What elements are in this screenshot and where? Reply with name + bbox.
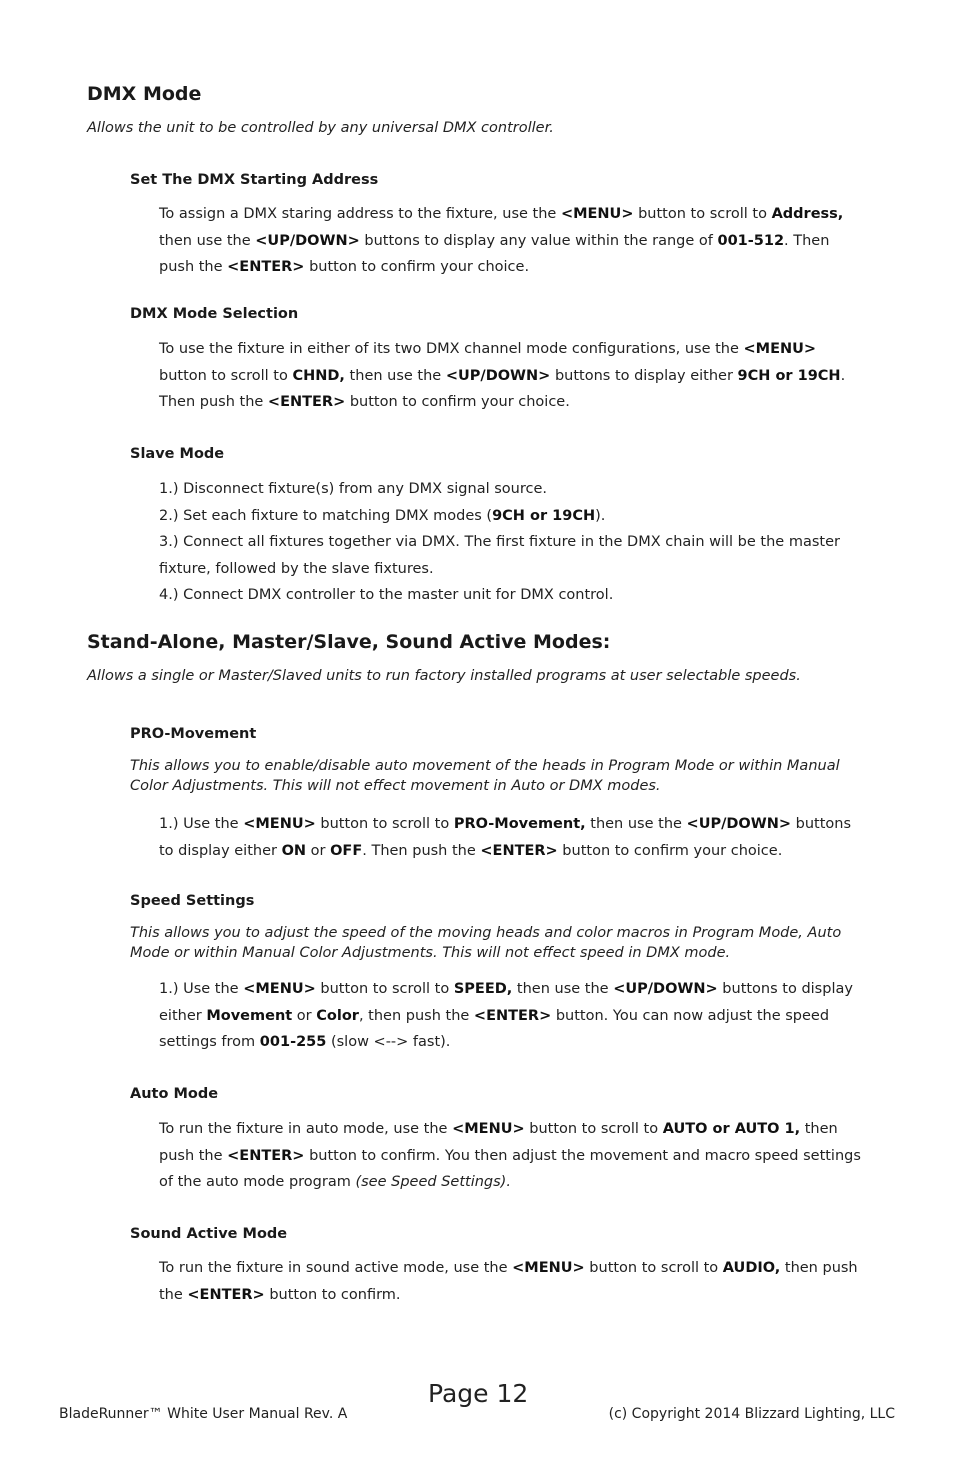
- standalone-description: Allows a single or Master/Slaved units to run factory installed programs at user selectable speeds.: [87, 668, 801, 684]
- mode-selection-text: [159, 336, 869, 416]
- slave-mode-heading: Slave Mode: [130, 446, 225, 462]
- speed-settings-steps: [159, 976, 869, 1056]
- text-line: 1.) Use the <MENU> button to scroll to PRO-Movement, then use the <UP/DOWN> buttons: [159, 816, 852, 832]
- speed-settings-description: [130, 923, 850, 963]
- pro-movement-steps: [159, 811, 869, 864]
- pro-movement-heading: PRO-Movement: [130, 726, 257, 742]
- auto-mode-text: [159, 1116, 869, 1196]
- footer-copyright: (c) Copyright 2014 Blizzard Lighting, LLC: [608, 1406, 895, 1422]
- starting-address-text: [159, 201, 869, 281]
- starting-address-heading: Set The DMX Starting Address: [130, 172, 379, 188]
- sound-active-text: [159, 1255, 869, 1308]
- dmx-mode-description: Allows the unit to be controlled by any universal DMX controller.: [87, 120, 554, 136]
- text-line: 2.) Set each fixture to matching DMX modes (9CH or 19CH).: [159, 507, 606, 524]
- page-number: Page 12: [428, 1379, 529, 1408]
- text-line: fixture, followed by the slave fixtures.: [159, 560, 434, 577]
- auto-mode-heading: Auto Mode: [130, 1086, 219, 1102]
- text-line: Then push the <ENTER> button to confirm your choice.: [159, 394, 570, 410]
- slave-mode-steps: [159, 476, 869, 609]
- text-line: 1.) Use the <MENU> button to scroll to SPEED, then use the <UP/DOWN> buttons to display: [159, 981, 853, 997]
- text-line: 3.) Connect all fixtures together via DMX. The first fixture in the DMX chain will be the master: [159, 534, 840, 550]
- text-line: 1.) Disconnect fixture(s) from any DMX signal source.: [159, 481, 547, 497]
- dmx-mode-title: DMX Mode: [87, 83, 202, 105]
- pro-movement-desc-line: This allows you to enable/disable auto movement of the heads in Program Mode or within Manual: [130, 758, 840, 774]
- pro-movement-description: [130, 756, 850, 796]
- text-line: to display either ON or OFF. Then push the <ENTER> button to confirm your choice.: [159, 842, 783, 859]
- text-line: To assign a DMX staring address to the fixture, use the <MENU> button to scroll to Address,: [159, 206, 844, 222]
- text-line: either Movement or Color, then push the <ENTER> button. You can now adjust the speed: [159, 1007, 830, 1024]
- text-line: the <ENTER> button to confirm.: [159, 1286, 401, 1303]
- text-line: push the <ENTER> button to confirm your choice.: [159, 259, 530, 275]
- text-line: of the auto mode program (see Speed Settings).: [159, 1174, 511, 1190]
- sound-active-heading: Sound Active Mode: [130, 1226, 288, 1242]
- text-line: To use the fixture in either of its two DMX channel mode configurations, use the <MENU>: [159, 341, 817, 357]
- speed-settings-desc-line: This allows you to adjust the speed of the moving heads and color macros in Program Mode, Auto: [130, 925, 842, 941]
- text-line: 4.) Connect DMX controller to the master unit for DMX control.: [159, 587, 614, 603]
- text-line: push the <ENTER> button to confirm. You then adjust the movement and macro speed settings: [159, 1147, 861, 1164]
- footer-manual-title: BladeRunner™ White User Manual Rev. A: [59, 1406, 348, 1422]
- text-line: then use the <UP/DOWN> buttons to display any value within the range of 001-512. Then: [159, 232, 830, 249]
- text-line: settings from 001-255 (slow <--> fast).: [159, 1034, 451, 1050]
- pro-movement-desc-line: Color Adjustments. This will not effect movement in Auto or DMX modes.: [130, 778, 661, 794]
- text-line: To run the fixture in sound active mode, use the <MENU> button to scroll to AUDIO, then push: [159, 1260, 858, 1276]
- text-line: button to scroll to CHND, then use the <UP/DOWN> buttons to display either 9CH or 19CH.: [159, 367, 846, 384]
- text-line: To run the fixture in auto mode, use the <MENU> button to scroll to AUTO or AUTO 1, then: [159, 1121, 838, 1137]
- standalone-title: Stand-Alone, Master/Slave, Sound Active Modes:: [87, 631, 611, 653]
- mode-selection-heading: DMX Mode Selection: [130, 306, 299, 322]
- speed-settings-desc-line: Mode or within Manual Color Adjustments. This will not effect speed in DMX mode.: [130, 945, 731, 961]
- speed-settings-heading: Speed Settings: [130, 893, 255, 909]
